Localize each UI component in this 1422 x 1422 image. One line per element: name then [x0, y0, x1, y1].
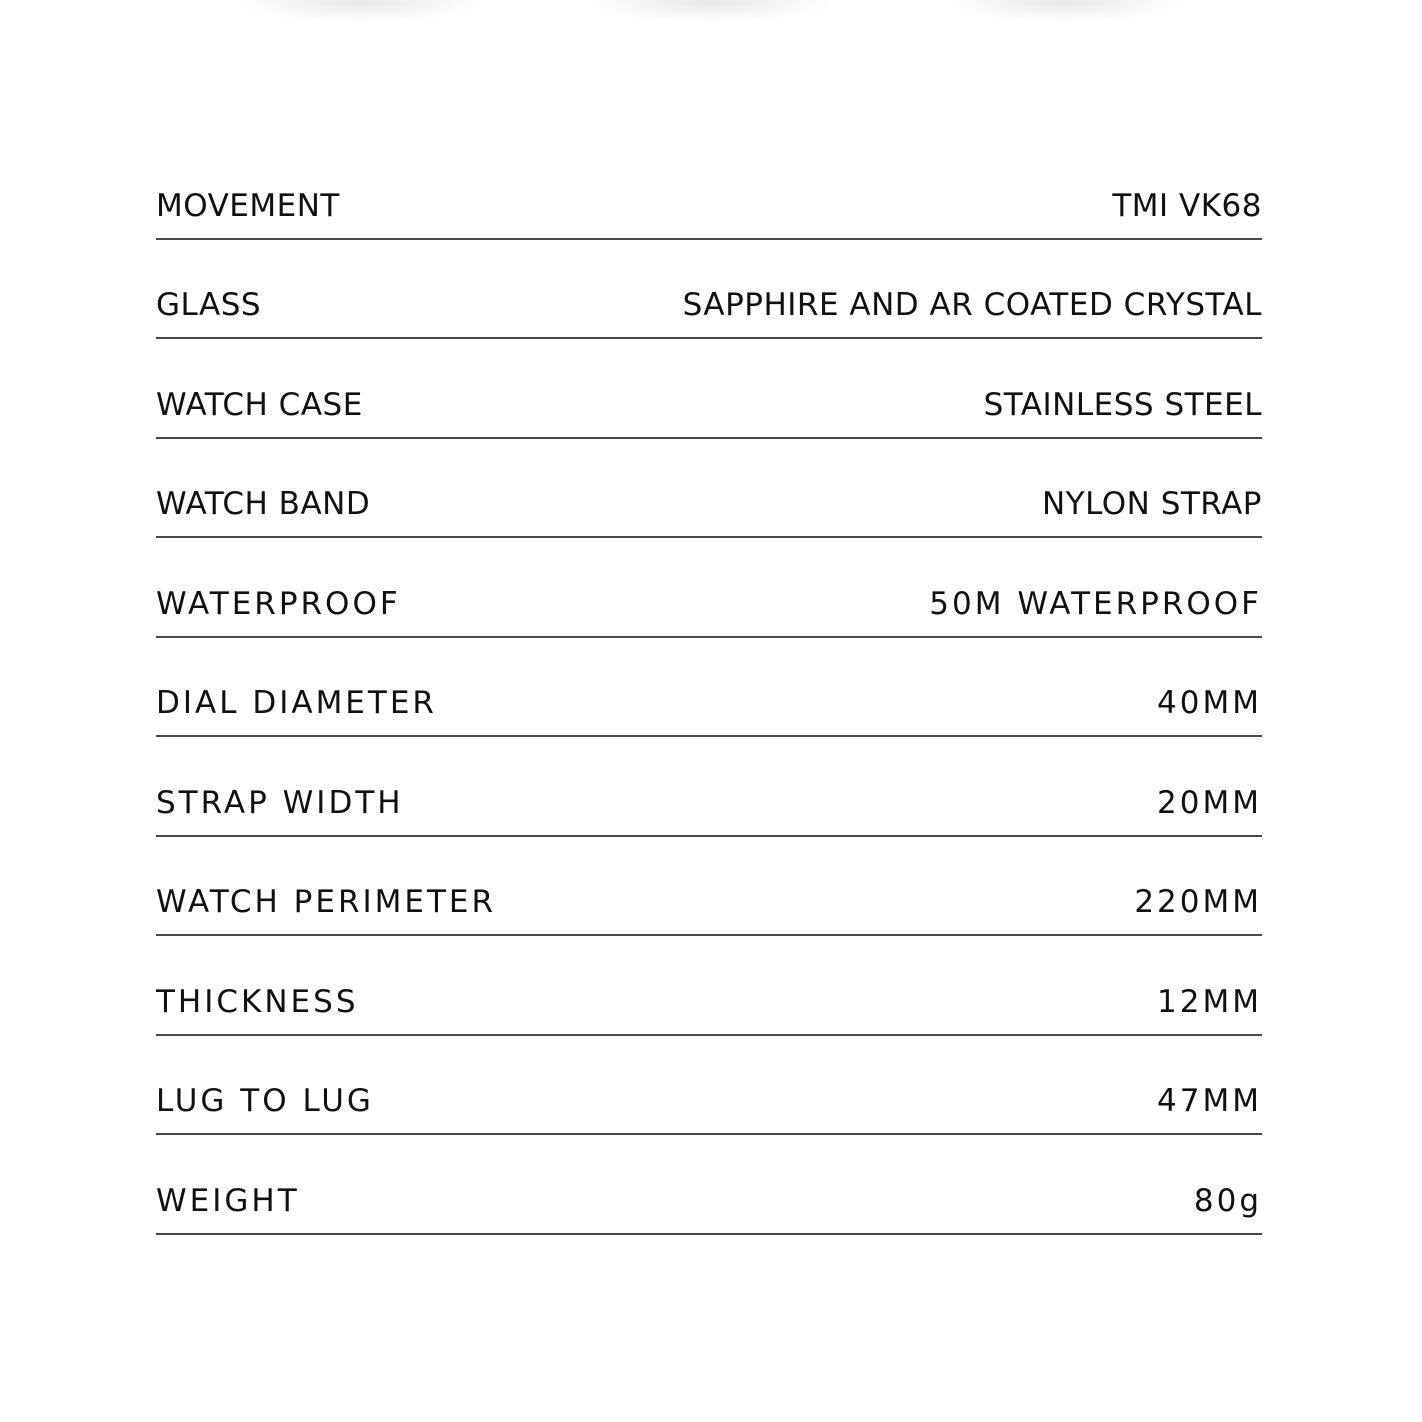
top-product-image-edge: [0, 0, 1422, 40]
spec-value: SAPPHIRE AND AR COATED CRYSTAL: [682, 287, 1262, 323]
spec-row-dial-diameter: [156, 638, 1262, 738]
spec-row-lug-to-lug: [156, 1036, 1262, 1136]
spec-value: TMI VK68: [1112, 187, 1262, 224]
spec-row-watch-band: [156, 439, 1262, 539]
spec-value: 12MM: [1157, 983, 1262, 1020]
spec-label: STRAP WIDTH: [156, 784, 404, 821]
spec-row-waterproof: [156, 538, 1262, 638]
spec-label: WATERPROOF: [156, 585, 401, 622]
spec-value: 50M WATERPROOF: [929, 585, 1262, 622]
spec-label: WATCH PERIMETER: [156, 884, 497, 920]
spec-value: 40MM: [1157, 685, 1262, 721]
spec-table: [156, 140, 1262, 1235]
spec-label: WEIGHT: [156, 1182, 300, 1219]
spec-value: 20MM: [1157, 784, 1262, 821]
spec-value: NYLON STRAP: [1041, 486, 1262, 522]
spec-value: STAINLESS STEEL: [983, 386, 1262, 423]
spec-row-movement: [156, 140, 1262, 240]
spec-value: 80g: [1193, 1182, 1262, 1219]
spec-value: 220MM: [1134, 884, 1262, 920]
spec-row-thickness: [156, 936, 1262, 1036]
spec-row-watch-perimeter: [156, 837, 1262, 937]
spec-label: MOVEMENT: [156, 187, 340, 224]
spec-label: LUG TO LUG: [156, 1083, 374, 1119]
spec-row-watch-case: [156, 339, 1262, 439]
spec-label: DIAL DIAMETER: [156, 685, 437, 721]
spec-row-strap-width: [156, 737, 1262, 837]
spec-row-glass: [156, 240, 1262, 340]
spec-label: THICKNESS: [156, 983, 359, 1020]
spec-label: GLASS: [156, 287, 262, 323]
spec-value: 47MM: [1157, 1083, 1262, 1119]
spec-label: WATCH CASE: [156, 386, 363, 423]
spec-row-weight: [156, 1135, 1262, 1235]
spec-label: WATCH BAND: [156, 486, 371, 522]
